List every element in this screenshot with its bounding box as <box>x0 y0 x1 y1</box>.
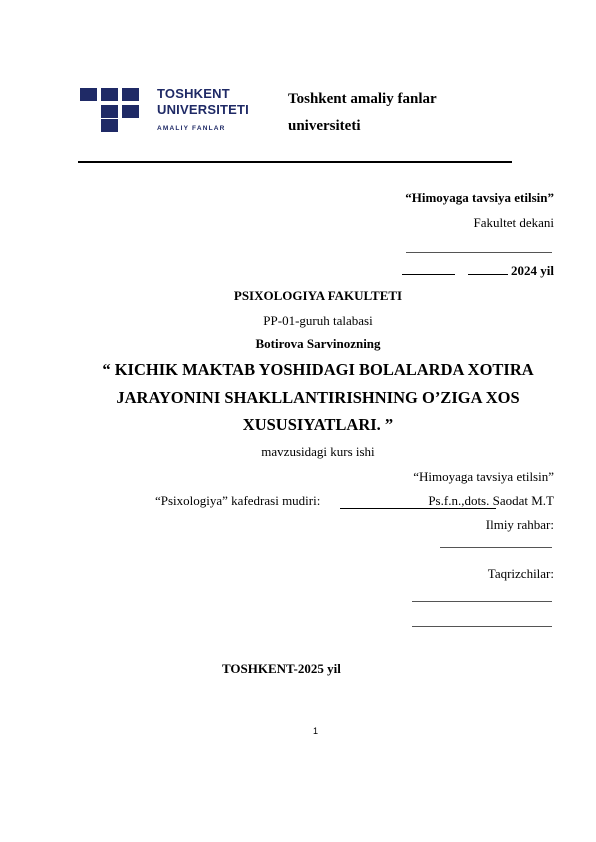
university-logo-mark <box>80 88 140 132</box>
thesis-title-line-2: JARAYONINI SHAKLLANTIRISHNING O’ZIGA XOS <box>116 388 520 407</box>
approval-heading-bottom: “Himoyaga tavsiya etilsin” <box>413 469 554 484</box>
department-head-label: “Psixologiya” kafedrasi mudiri: <box>155 493 321 508</box>
department-head-name: Ps.f.n.,dots. Saodat M.T <box>428 493 554 508</box>
reviewer-1-signature-line <box>412 601 552 602</box>
supervisor-signature-line <box>440 547 552 548</box>
thesis-title-line-1: “ KICHIK MAKTAB YOSHIDAGI BOLALARDA XOTIRA <box>102 360 534 379</box>
group-label: PP-01-guruh talabasi <box>263 313 373 328</box>
logo-line-2: UNIVERSITETI <box>157 102 249 117</box>
logo-line-1: TOSHKENT <box>157 86 230 101</box>
approval-heading-top: “Himoyaga tavsiya etilsin” <box>405 190 554 205</box>
header-divider <box>78 161 512 163</box>
student-name: Botirova Sarvinozning <box>255 336 381 351</box>
reviewer-2-signature-line <box>412 626 552 627</box>
dean-signature-line <box>406 252 552 253</box>
logo-line-3: AMALIY FANLAR <box>157 125 226 132</box>
city-year: TOSHKENT-2025 yil <box>222 661 341 676</box>
faculty-name: PSIXOLOGIYA FAKULTETI <box>233 288 403 303</box>
reviewers-label: Taqrizchilar: <box>487 566 554 581</box>
university-logo-text <box>157 86 249 132</box>
approval-date: 2024 yil <box>402 262 554 279</box>
date-blank-1 <box>402 262 455 275</box>
thesis-title-line-3: XUSUSIYATLARI. ” <box>242 415 394 434</box>
dean-role: Fakultet dekani <box>473 215 554 230</box>
page-number: 1 <box>313 726 319 736</box>
supervisor-label: Ilmiy rahbar: <box>485 517 554 532</box>
university-name: Toshkent amaliy fanlar universiteti <box>288 91 437 134</box>
thesis-subtitle: mavzusidagi kurs ishi <box>261 444 375 459</box>
date-blank-2 <box>468 262 508 275</box>
